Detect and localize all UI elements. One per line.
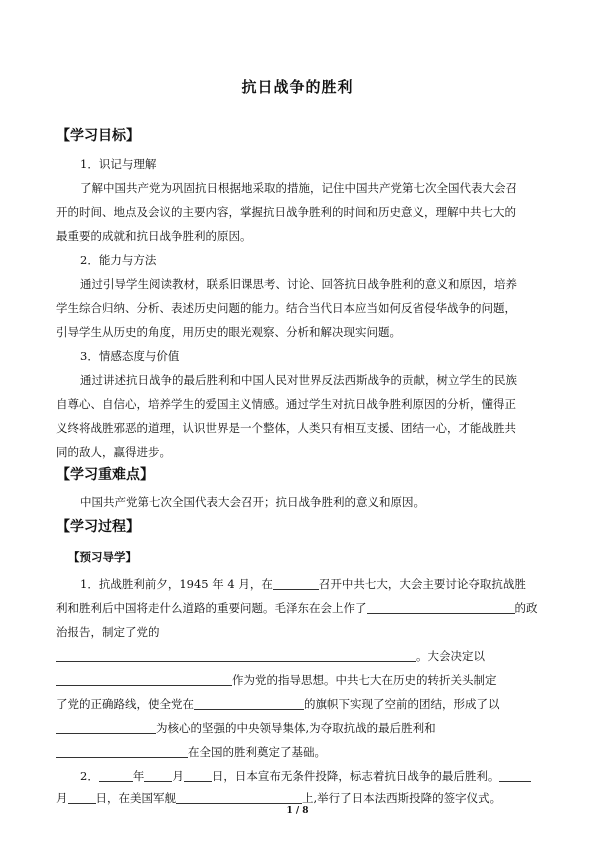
question-2-line [56, 790, 544, 806]
fill-blank[interactable] [56, 673, 232, 686]
page-number: 1 / 8 [286, 806, 309, 816]
fill-blank[interactable] [56, 721, 156, 734]
question-text: 利和胜利后中国将走什么道路的重要问题。毛泽东在会上作了 [56, 601, 367, 615]
question-text: 日，日本宣布无条件投降，标志着抗日战争的最后胜利。 [211, 769, 500, 783]
question-text: 了党的正确路线，使全党在 [56, 697, 194, 711]
section-heading-process: 【学习过程】 [56, 519, 140, 535]
goal1-paragraph-line: 了解中国共产党为巩固抗日根据地采取的措施，记住中国共产党第七次全国代表大会召 [80, 181, 517, 195]
question-1-line [56, 600, 544, 616]
goal3-paragraph-line: 同的敌人，赢得进步。 [56, 445, 171, 459]
fill-blank[interactable] [367, 601, 515, 614]
question-text: 作为党的指导思想。中共七大在历史的转折关头制定 [232, 673, 497, 687]
goal3-paragraph-line: 义终将战胜邪恶的道理，认识世界是一个整体，人类只有相互支援、团结一心，才能战胜共 [56, 421, 516, 435]
section-heading-goals: 【学习目标】 [56, 128, 140, 144]
question-1-line: 治报告，制定了党的 [56, 625, 160, 639]
question-1-line [56, 720, 544, 736]
question-2-line [80, 768, 544, 784]
fill-blank[interactable] [273, 577, 319, 590]
question-text: 月 [172, 769, 184, 783]
question-text: 。大会决定以 [416, 649, 485, 663]
goal2-paragraph-line: 引导学生从历史的角度，用历史的眼光观察、分析和解决现实问题。 [56, 325, 401, 339]
question-1-line [56, 672, 544, 688]
question-text: 月 [56, 791, 68, 805]
goal2-paragraph-line: 通过引导学生阅读教材，联系旧课思考、讨论、回答抗日战争胜利的意义和原因，培养 [80, 277, 517, 291]
preview-guide-heading: 【预习导学】 [68, 550, 137, 564]
question-text: 2． [80, 769, 99, 783]
fill-blank[interactable] [56, 649, 416, 662]
fill-blank[interactable] [176, 791, 302, 804]
question-text: 年 [132, 769, 145, 783]
question-1-line [56, 744, 544, 760]
question-text: 日，在美国军舰 [95, 791, 176, 805]
question-text: 的政 [514, 601, 538, 615]
fill-blank[interactable] [68, 791, 96, 804]
section-heading-key-points: 【学习重难点】 [56, 467, 154, 483]
page-title: 抗日战争的胜利 [241, 78, 354, 96]
goal1-paragraph-line: 最重要的成就和抗日战争胜利的原因。 [56, 229, 252, 243]
key-points-text: 中国共产党第七次全国代表大会召开；抗日战争胜利的意义和原因。 [80, 495, 425, 509]
question-text: 的旗帜下实现了空前的团结，形成了以 [304, 697, 500, 711]
question-1-line [80, 576, 544, 592]
fill-blank[interactable] [144, 769, 172, 782]
question-text: 1．抗战胜利前夕，1945 年 4 月，在 [80, 577, 273, 591]
goal2-heading: 2．能力与方法 [80, 253, 157, 267]
goal1-heading: 1．识记与理解 [80, 157, 157, 171]
fill-blank[interactable] [184, 769, 212, 782]
question-text: 上,举行了日本法西斯投降的签字仪式。 [302, 791, 502, 805]
goal2-paragraph-line: 学生综合归纳、分析、表述历史问题的能力。结合当代日本应当如何反省侵华战争的问题， [56, 301, 516, 315]
question-1-line [56, 648, 544, 664]
fill-blank[interactable] [99, 769, 133, 782]
goal3-heading: 3．情感态度与价值 [80, 349, 180, 363]
fill-blank[interactable] [499, 769, 531, 782]
question-text: 为核心的坚强的中央领导集体,为夺取抗战的最后胜利和 [156, 721, 436, 735]
goal1-paragraph-line: 开的时间、地点及会议的主要内容，掌握抗日战争胜利的时间和历史意义，理解中共七大的 [56, 205, 516, 219]
goal3-paragraph-line: 自尊心、自信心，培养学生的爱国主义情感。通过学生对抗日战争胜利原因的分析，懂得正 [56, 397, 516, 411]
fill-blank[interactable] [194, 697, 304, 710]
question-text: 在全国的胜利奠定了基础。 [188, 745, 326, 759]
question-text: 召开中共七大，大会主要讨论夺取抗战胜 [318, 577, 526, 591]
fill-blank[interactable] [56, 745, 188, 758]
question-1-line [56, 696, 544, 712]
goal3-paragraph-line: 通过讲述抗日战争的最后胜利和中国人民对世界反法西斯战争的贡献，树立学生的民族 [80, 373, 517, 387]
